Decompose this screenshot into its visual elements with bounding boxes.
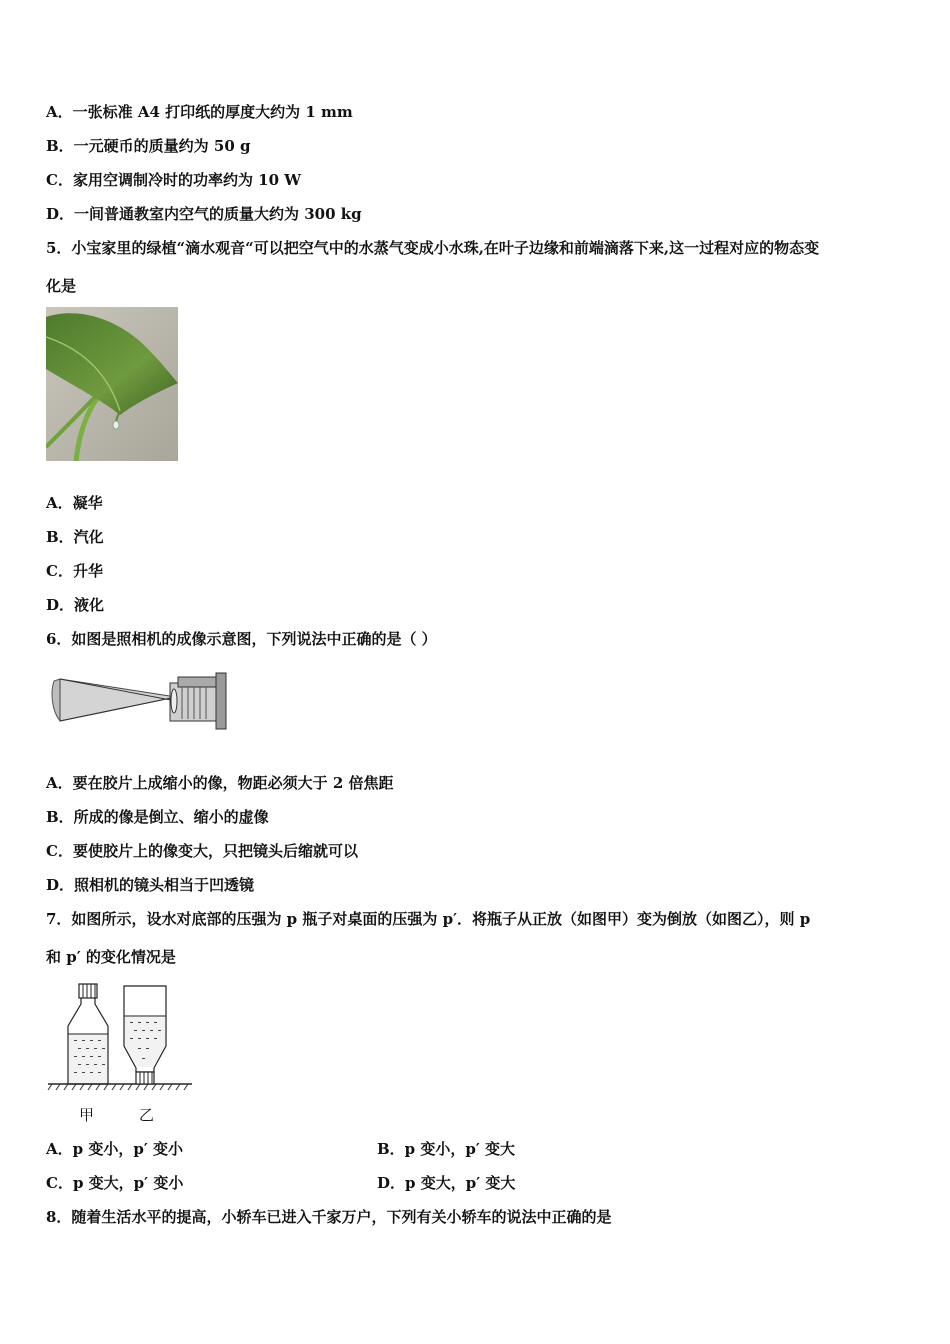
q5-option-d: D．液化 bbox=[46, 596, 105, 614]
q4-option-b: B．一元硬币的质量约为 50 g bbox=[46, 137, 251, 155]
camera-diagram bbox=[46, 663, 230, 733]
q5-option-c: C．升华 bbox=[46, 562, 103, 580]
q6-stem: 6．如图是照相机的成像示意图，下列说法中正确的是（ ） bbox=[46, 630, 437, 648]
q5-stem-line1: 5．小宝家里的绿植“滴水观音“可以把空气中的水蒸气变成小水珠,在叶子边缘和前端滴落下来,这一过程对应的物态变 bbox=[46, 239, 820, 257]
q7-option-a: A．p 变小，p′ 变小 bbox=[46, 1140, 184, 1158]
q5-option-b: B．汽化 bbox=[46, 528, 104, 546]
leaf-photo bbox=[46, 307, 178, 461]
q6-option-d: D．照相机的镜头相当于凹透镜 bbox=[46, 876, 255, 894]
q7-option-b: B．p 变小，p′ 变大 bbox=[377, 1140, 516, 1158]
q6-option-c: C．要使胶片上的像变大，只把镜头后缩就可以 bbox=[46, 842, 358, 860]
q7-option-d: D．p 变大，p′ 变大 bbox=[377, 1174, 516, 1192]
q4-option-c: C．家用空调制冷时的功率约为 10 W bbox=[46, 171, 302, 189]
q6-option-a: A．要在胶片上成缩小的像，物距必须大于 2 倍焦距 bbox=[46, 774, 394, 792]
bottles-diagram bbox=[46, 982, 196, 1092]
q7-option-c: C．p 变大，p′ 变小 bbox=[46, 1174, 184, 1192]
q4-option-d: D．一间普通教室内空气的质量大约为 300 kg bbox=[46, 205, 362, 223]
q4-option-a: A．一张标准 A4 打印纸的厚度大约为 1 mm bbox=[46, 103, 353, 121]
figure-label-yi: 乙 bbox=[139, 1106, 155, 1124]
q5-option-a: A．凝华 bbox=[46, 494, 103, 512]
figure-label-jia: 甲 bbox=[79, 1106, 95, 1124]
q6-option-b: B．所成的像是倒立、缩小的虚像 bbox=[46, 808, 269, 826]
q8-stem: 8．随着生活水平的提高，小轿车已进入千家万户，下列有关小轿车的说法中正确的是 bbox=[46, 1208, 612, 1226]
q5-stem-line2: 化是 bbox=[46, 277, 77, 295]
q7-stem-line2: 和 p′ 的变化情况是 bbox=[46, 948, 176, 966]
q7-stem-line1: 7．如图所示，设水对底部的压强为 p 瓶子对桌面的压强为 p′．将瓶子从正放（如图甲）变为倒放（如图乙），则 p bbox=[46, 910, 811, 928]
